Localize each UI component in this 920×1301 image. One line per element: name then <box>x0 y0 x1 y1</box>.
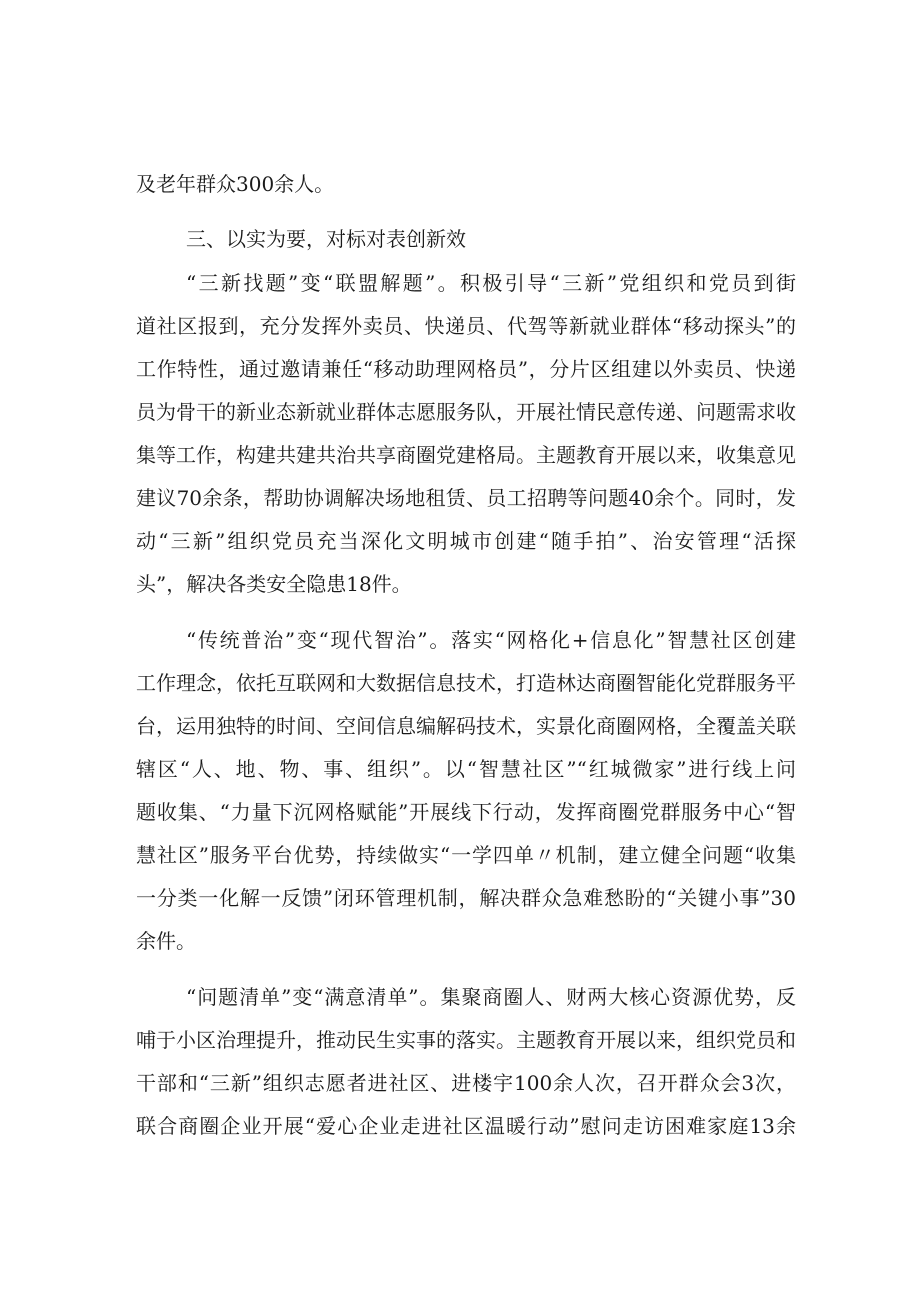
paragraph-line: 工作理念，依托互联网和大数据信息技术，打造林达商圈智能化党群服务平 <box>136 671 796 695</box>
paragraph-line: 动“三新”组织党员充当深化文明城市创建“随手拍”、治安管理“活探 <box>136 529 796 553</box>
paragraph-line: 头”，解决各类安全隐患18件。 <box>136 572 412 596</box>
paragraph-line: 建议70余条，帮助协调解决场地租赁、员工招聘等问题40余个。同时，发 <box>136 486 796 510</box>
paragraph-line: 辖区“人、地、物、事、组织”。以“智慧社区”“红城微家”进行线上问 <box>136 757 796 781</box>
paragraph-line: 干部和“三新”组织志愿者进社区、进楼宇100余人次，召开群众会3次， <box>136 1071 796 1095</box>
paragraph-line: “传统普治”变“现代智治”。落实“网格化+信息化”智慧社区创建 <box>186 628 796 652</box>
paragraph-line: 哺于小区治理提升，推动民生实事的落实。主题教育开展以来，组织党员和 <box>136 1028 796 1052</box>
paragraph-line: 及老年群众300余人。 <box>136 172 335 196</box>
paragraph-line: “三新找题”变“联盟解题”。积极引导“三新”党组织和党员到街 <box>186 271 796 295</box>
paragraph-line: 道社区报到，充分发挥外卖员、快递员、代驾等新就业群体“移动探头”的 <box>136 314 796 338</box>
paragraph-line: 台，运用独特的时间、空间信息编解码技术，实景化商圈网格，全覆盖关联 <box>136 714 796 738</box>
paragraph-line: 余件。 <box>136 929 196 953</box>
paragraph-line: 联合商圈企业开展“爱心企业走进社区温暖行动”慰问走访困难家庭13余 <box>136 1114 796 1138</box>
paragraph-line: 员为骨干的新业态新就业群体志愿服务队，开展社情民意传递、问题需求收 <box>136 400 796 424</box>
paragraph-line: 工作特性，通过邀请兼任“移动助理网格员”，分片区组建以外卖员、快递 <box>136 357 796 381</box>
paragraph-line: 慧社区”服务平台优势，持续做实“一学四单〃机制，建立健全问题“收集 <box>136 843 796 867</box>
paragraph-line: “问题清单”变“满意清单”。集聚商圈人、财两大核心资源优势，反 <box>186 985 796 1009</box>
paragraph-line: 一分类一化解一反馈”闭环管理机制，解决群众急难愁盼的“关键小事”30 <box>136 886 796 910</box>
paragraph-line: 题收集、“力量下沉网格赋能”开展线下行动，发挥商圈党群服务中心“智 <box>136 800 796 824</box>
section-heading: 三、以实为要，对标对表创新效 <box>186 227 466 251</box>
paragraph-line: 集等工作，构建共建共治共享商圈党建格局。主题教育开展以来，收集意见 <box>136 443 796 467</box>
